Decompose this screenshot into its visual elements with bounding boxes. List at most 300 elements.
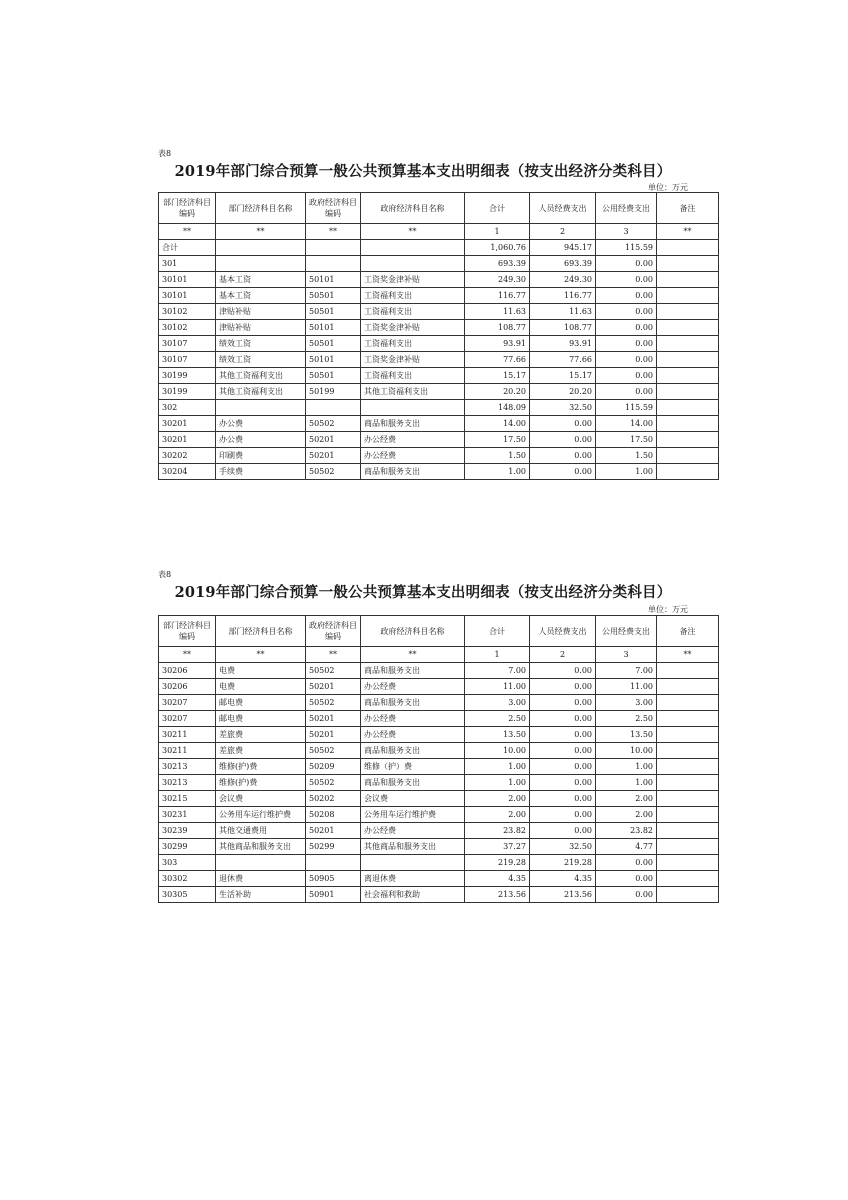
table-cell: 693.39: [530, 256, 596, 272]
header-row: [159, 193, 719, 224]
table-cell: 15.17: [465, 368, 530, 384]
table-cell: 20.20: [530, 384, 596, 400]
table-cell: 32.50: [530, 839, 596, 855]
table-cell: 30202: [159, 448, 216, 464]
table-cell: 其他交通费用: [216, 823, 306, 839]
table-cell: 13.50: [596, 727, 657, 743]
table-cell: 会议费: [216, 791, 306, 807]
table-cell: 219.28: [465, 855, 530, 871]
table-cell: 4.35: [530, 871, 596, 887]
table-cell: 0.00: [596, 288, 657, 304]
table-row: [159, 711, 719, 727]
table-cell: 其他工资福利支出: [216, 384, 306, 400]
table-row: [159, 336, 719, 352]
table-cell: 1,060.76: [465, 240, 530, 256]
table-cell: 工资奖金津补贴: [361, 272, 465, 288]
table-cell: 公务用车运行维护费: [361, 807, 465, 823]
table-cell: 津贴补贴: [216, 320, 306, 336]
table-cell: [657, 256, 719, 272]
table-row: [159, 663, 719, 679]
table-cell: 0.00: [530, 759, 596, 775]
table-row: [159, 304, 719, 320]
table-cell: 0.00: [596, 855, 657, 871]
table-cell: 0.00: [530, 807, 596, 823]
table-header: [159, 193, 719, 224]
table-cell: [657, 432, 719, 448]
table-cell: 50502: [306, 743, 361, 759]
table-cell: 17.50: [465, 432, 530, 448]
table-cell: 30213: [159, 775, 216, 791]
table-cell: 17.50: [596, 432, 657, 448]
table-row: [159, 679, 719, 695]
table-cell: [657, 695, 719, 711]
table-cell: 11.63: [530, 304, 596, 320]
table-cell: 50201: [306, 448, 361, 464]
table-cell: 基本工资: [216, 288, 306, 304]
table-cell: [657, 727, 719, 743]
table-cell: 2.50: [465, 711, 530, 727]
table-cell: 工资福利支出: [361, 336, 465, 352]
column-header: 部门经济科目名称: [216, 193, 306, 224]
unit-label: 单位：万元: [648, 183, 688, 192]
table-cell: [657, 240, 719, 256]
column-header: 人员经费支出: [530, 193, 596, 224]
table-cell: [361, 240, 465, 256]
table-cell: 0.00: [596, 887, 657, 903]
table-cell: 30204: [159, 464, 216, 480]
table-cell: 213.56: [465, 887, 530, 903]
table-cell: [657, 368, 719, 384]
table-cell: [657, 791, 719, 807]
table-cell: 绩效工资: [216, 336, 306, 352]
table-cell: 办公经费: [361, 448, 465, 464]
table-cell: 50502: [306, 663, 361, 679]
table-cell: [361, 400, 465, 416]
table-cell: 差旅费: [216, 743, 306, 759]
table-row: [159, 352, 719, 368]
table-cell: 50502: [306, 695, 361, 711]
column-index-cell: 2: [530, 224, 596, 240]
table-cell: 退休费: [216, 871, 306, 887]
table-cell: 30102: [159, 304, 216, 320]
table-cell: 差旅费: [216, 727, 306, 743]
column-index-cell: **: [657, 647, 719, 663]
table-cell: 945.17: [530, 240, 596, 256]
table-cell: 公务用车运行维护费: [216, 807, 306, 823]
table-cell: 249.30: [465, 272, 530, 288]
table-cell: 50199: [306, 384, 361, 400]
table-cell: 1.50: [465, 448, 530, 464]
table-cell: 10.00: [465, 743, 530, 759]
table-cell: 其他商品和服务支出: [216, 839, 306, 855]
table-cell: 50501: [306, 304, 361, 320]
table-cell: 维修（护）费: [361, 759, 465, 775]
table-row: [159, 400, 719, 416]
table-cell: 30201: [159, 416, 216, 432]
table-cell: 0.00: [530, 775, 596, 791]
table-cell: 0.00: [530, 695, 596, 711]
table-cell: [657, 272, 719, 288]
table-cell: 50501: [306, 288, 361, 304]
column-index-cell: **: [306, 224, 361, 240]
table-cell: [657, 855, 719, 871]
table-cell: 1.00: [596, 759, 657, 775]
table-cell: 0.00: [530, 823, 596, 839]
column-header: 公用经费支出: [596, 616, 657, 647]
table-cell: 30207: [159, 695, 216, 711]
table-cell: 50101: [306, 272, 361, 288]
column-index-cell: 3: [596, 647, 657, 663]
table-cell: [657, 416, 719, 432]
table-row: [159, 240, 719, 256]
table-cell: 津贴补贴: [216, 304, 306, 320]
table-row: [159, 416, 719, 432]
table-cell: 1.50: [596, 448, 657, 464]
table-cell: 30206: [159, 663, 216, 679]
table-cell: 30199: [159, 384, 216, 400]
table-cell: [306, 400, 361, 416]
column-index-cell: 1: [465, 224, 530, 240]
table-cell: 30299: [159, 839, 216, 855]
table-cell: 30107: [159, 352, 216, 368]
table-row: [159, 839, 719, 855]
table-cell: 0.00: [596, 304, 657, 320]
table-cell: 0.00: [530, 727, 596, 743]
column-header: 合计: [465, 616, 530, 647]
table-cell: 30207: [159, 711, 216, 727]
table-cell: [657, 448, 719, 464]
table-cell: 50208: [306, 807, 361, 823]
column-header: 备注: [657, 193, 719, 224]
table-cell: 商品和服务支出: [361, 743, 465, 759]
table-cell: 0.00: [596, 320, 657, 336]
column-header: 部门经济科目编码: [159, 193, 216, 224]
table-cell: [657, 759, 719, 775]
column-index-cell: **: [159, 647, 216, 663]
table-cell: 116.77: [530, 288, 596, 304]
table-cell: 0.00: [596, 336, 657, 352]
table-cell: 23.82: [465, 823, 530, 839]
table-cell: 3.00: [596, 695, 657, 711]
column-index-cell: **: [159, 224, 216, 240]
column-header: 人员经费支出: [530, 616, 596, 647]
table-cell: 1.00: [465, 759, 530, 775]
table-cell: 30213: [159, 759, 216, 775]
table-cell: 115.59: [596, 240, 657, 256]
table-cell: [361, 855, 465, 871]
table-cell: [657, 887, 719, 903]
table-cell: 1.00: [596, 775, 657, 791]
column-index-cell: 1: [465, 647, 530, 663]
table-cell: 115.59: [596, 400, 657, 416]
column-index-cell: **: [361, 224, 465, 240]
table-cell: 302: [159, 400, 216, 416]
table-cell: 30302: [159, 871, 216, 887]
table-cell: [306, 240, 361, 256]
table-cell: 50299: [306, 839, 361, 855]
column-index-cell: **: [216, 224, 306, 240]
table-row: [159, 823, 719, 839]
table-cell: 0.00: [596, 272, 657, 288]
column-index-row: [159, 647, 719, 663]
table-cell: 0.00: [530, 464, 596, 480]
table-cell: 0.00: [596, 368, 657, 384]
table-cell: 23.82: [596, 823, 657, 839]
table-cell: 其他商品和服务支出: [361, 839, 465, 855]
table-cell: 30206: [159, 679, 216, 695]
table-cell: 办公经费: [361, 727, 465, 743]
table-cell: 13.50: [465, 727, 530, 743]
table-cell: 工资奖金津补贴: [361, 320, 465, 336]
table-cell: 商品和服务支出: [361, 775, 465, 791]
column-header: 公用经费支出: [596, 193, 657, 224]
table-cell: 50201: [306, 711, 361, 727]
table-cell: 30101: [159, 272, 216, 288]
budget-table: [158, 192, 719, 480]
table-cell: 其他工资福利支出: [216, 368, 306, 384]
table-body: [159, 224, 719, 480]
table-cell: 0.00: [530, 663, 596, 679]
table-cell: 办公经费: [361, 679, 465, 695]
table-cell: 303: [159, 855, 216, 871]
table-cell: 1.00: [596, 464, 657, 480]
table-cell: 离退休费: [361, 871, 465, 887]
table-cell: 会议费: [361, 791, 465, 807]
table-cell: 30211: [159, 743, 216, 759]
table-cell: 7.00: [465, 663, 530, 679]
table-cell: [657, 464, 719, 480]
table-cell: 邮电费: [216, 711, 306, 727]
table-cell: [657, 775, 719, 791]
table-cell: 0.00: [530, 711, 596, 727]
table-cell: 合计: [159, 240, 216, 256]
table-cell: 商品和服务支出: [361, 663, 465, 679]
table-cell: 11.63: [465, 304, 530, 320]
table-cell: 0.00: [530, 743, 596, 759]
table-cell: 30101: [159, 288, 216, 304]
table-cell: 50202: [306, 791, 361, 807]
table-cell: [657, 711, 719, 727]
table-cell: [306, 256, 361, 272]
table-row: [159, 256, 719, 272]
table-cell: 30102: [159, 320, 216, 336]
table-title: 2019年部门综合预算一般公共预算基本支出明细表（按支出经济分类科目）: [174, 163, 672, 180]
column-header: 备注: [657, 616, 719, 647]
table-cell: [216, 855, 306, 871]
table-cell: 2.00: [465, 791, 530, 807]
column-header: 合计: [465, 193, 530, 224]
table-cell: 工资福利支出: [361, 288, 465, 304]
table-cell: 2.00: [465, 807, 530, 823]
column-index-cell: **: [657, 224, 719, 240]
table-cell: 1.00: [465, 775, 530, 791]
column-header: 政府经济科目编码: [306, 616, 361, 647]
table-cell: 50502: [306, 464, 361, 480]
table-cell: 办公经费: [361, 432, 465, 448]
table-cell: 50901: [306, 887, 361, 903]
table-cell: [216, 400, 306, 416]
table-cell: [657, 871, 719, 887]
table-cell: 2.50: [596, 711, 657, 727]
table-cell: 50502: [306, 416, 361, 432]
table-cell: 14.00: [465, 416, 530, 432]
table-cell: 50501: [306, 368, 361, 384]
table-cell: [657, 336, 719, 352]
table-cell: 10.00: [596, 743, 657, 759]
table-cell: 116.77: [465, 288, 530, 304]
table-cell: 20.20: [465, 384, 530, 400]
table-cell: [657, 288, 719, 304]
table-cell: [657, 679, 719, 695]
table-row: [159, 432, 719, 448]
table-row: [159, 448, 719, 464]
table-cell: 50201: [306, 727, 361, 743]
table-cell: 14.00: [596, 416, 657, 432]
budget-table: [158, 615, 719, 903]
table-cell: 30239: [159, 823, 216, 839]
table-cell: 30231: [159, 807, 216, 823]
table-cell: 30107: [159, 336, 216, 352]
table-cell: [657, 384, 719, 400]
table-cell: 93.91: [465, 336, 530, 352]
table-cell: [216, 256, 306, 272]
table-cell: 77.66: [465, 352, 530, 368]
column-index-cell: **: [361, 647, 465, 663]
table-cell: 0.00: [530, 432, 596, 448]
table-cell: 生活补助: [216, 887, 306, 903]
table-label: 表8: [158, 570, 172, 579]
table-cell: 社会福利和救助: [361, 887, 465, 903]
table-cell: [657, 400, 719, 416]
table-body: [159, 647, 719, 903]
table-cell: 电费: [216, 679, 306, 695]
table-row: [159, 288, 719, 304]
table-row: [159, 320, 719, 336]
table-cell: 11.00: [596, 679, 657, 695]
table-cell: 50905: [306, 871, 361, 887]
table-cell: 30201: [159, 432, 216, 448]
table-cell: 工资福利支出: [361, 304, 465, 320]
table-cell: 0.00: [596, 871, 657, 887]
table-row: [159, 695, 719, 711]
table-cell: 0.00: [596, 384, 657, 400]
table-row: [159, 272, 719, 288]
column-index-cell: 2: [530, 647, 596, 663]
table-header: [159, 616, 719, 647]
table-cell: 7.00: [596, 663, 657, 679]
column-header: 部门经济科目编码: [159, 616, 216, 647]
column-index-row: [159, 224, 719, 240]
table-cell: 4.77: [596, 839, 657, 855]
table-cell: 办公费: [216, 416, 306, 432]
table-cell: [361, 256, 465, 272]
table-cell: 50201: [306, 432, 361, 448]
table-cell: [216, 240, 306, 256]
table-cell: 50201: [306, 679, 361, 695]
column-index-cell: **: [216, 647, 306, 663]
table-cell: 301: [159, 256, 216, 272]
table-cell: 32.50: [530, 400, 596, 416]
table-cell: [657, 663, 719, 679]
table-cell: 1.00: [465, 464, 530, 480]
table-cell: 0.00: [596, 256, 657, 272]
table-cell: 50201: [306, 823, 361, 839]
table-label: 表8: [158, 149, 172, 158]
table-cell: 11.00: [465, 679, 530, 695]
table-cell: [657, 823, 719, 839]
column-header: 政府经济科目名称: [361, 616, 465, 647]
table-cell: 办公经费: [361, 823, 465, 839]
table-row: [159, 727, 719, 743]
table-row: [159, 871, 719, 887]
column-header: 政府经济科目名称: [361, 193, 465, 224]
table-cell: 3.00: [465, 695, 530, 711]
table-cell: 0.00: [530, 448, 596, 464]
table-cell: 37.27: [465, 839, 530, 855]
table-cell: 50501: [306, 336, 361, 352]
table-cell: 50502: [306, 775, 361, 791]
table-cell: 93.91: [530, 336, 596, 352]
table-cell: 693.39: [465, 256, 530, 272]
table-cell: 30305: [159, 887, 216, 903]
table-cell: 50101: [306, 352, 361, 368]
table-cell: [657, 352, 719, 368]
table-cell: 2.00: [596, 807, 657, 823]
table-cell: 其他工资福利支出: [361, 384, 465, 400]
table-cell: 印刷费: [216, 448, 306, 464]
table-cell: 2.00: [596, 791, 657, 807]
table-cell: 基本工资: [216, 272, 306, 288]
table-cell: 77.66: [530, 352, 596, 368]
table-cell: 108.77: [530, 320, 596, 336]
table-cell: 手续费: [216, 464, 306, 480]
table-cell: 0.00: [530, 416, 596, 432]
table-cell: 商品和服务支出: [361, 695, 465, 711]
table-cell: 0.00: [530, 679, 596, 695]
table-cell: [657, 304, 719, 320]
table-row: [159, 887, 719, 903]
table-cell: 249.30: [530, 272, 596, 288]
table-cell: 维修(护)费: [216, 775, 306, 791]
table-row: [159, 807, 719, 823]
table-cell: 50101: [306, 320, 361, 336]
table-cell: 50209: [306, 759, 361, 775]
table-cell: 邮电费: [216, 695, 306, 711]
table-cell: 213.56: [530, 887, 596, 903]
table-cell: 219.28: [530, 855, 596, 871]
table-cell: [657, 320, 719, 336]
table-cell: 维修(护)费: [216, 759, 306, 775]
table-title: 2019年部门综合预算一般公共预算基本支出明细表（按支出经济分类科目）: [174, 584, 672, 601]
table-row: [159, 775, 719, 791]
table-cell: 商品和服务支出: [361, 416, 465, 432]
table-cell: 15.17: [530, 368, 596, 384]
table-row: [159, 759, 719, 775]
table-row: [159, 464, 719, 480]
header-row: [159, 616, 719, 647]
table-cell: 148.09: [465, 400, 530, 416]
table-cell: 4.35: [465, 871, 530, 887]
table-cell: [657, 743, 719, 759]
table-cell: 办公费: [216, 432, 306, 448]
table-cell: 30215: [159, 791, 216, 807]
table-cell: 30211: [159, 727, 216, 743]
column-index-cell: 3: [596, 224, 657, 240]
column-header: 部门经济科目名称: [216, 616, 306, 647]
table-row: [159, 855, 719, 871]
table-cell: 108.77: [465, 320, 530, 336]
table-row: [159, 791, 719, 807]
